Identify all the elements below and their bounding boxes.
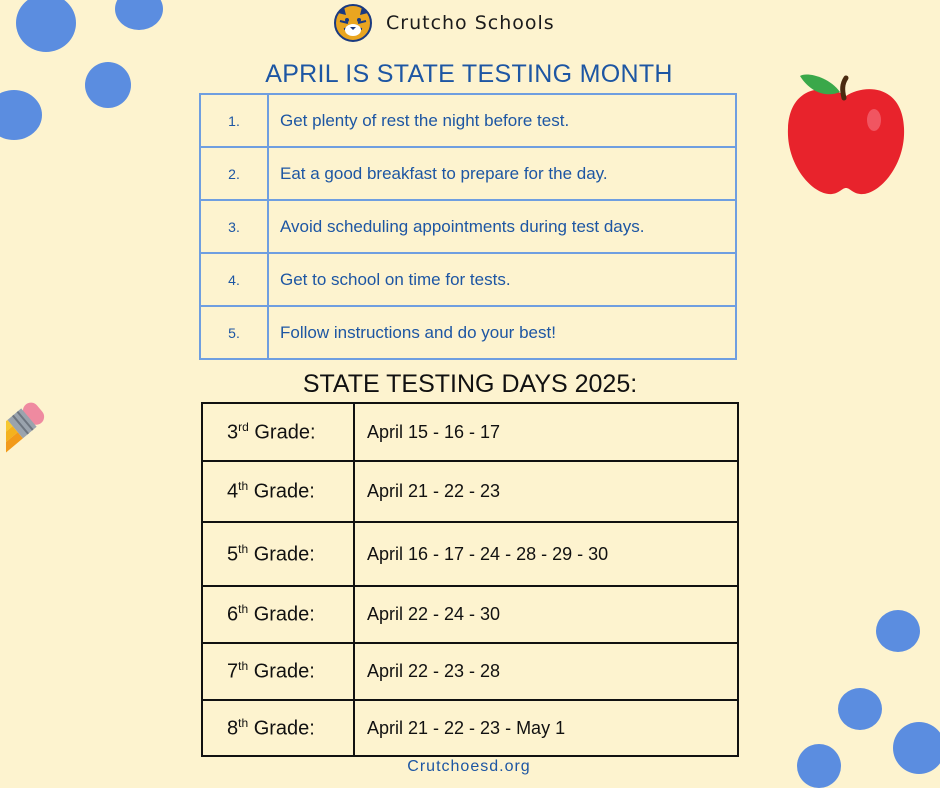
dates-cell: April 22 - 23 - 28 bbox=[354, 643, 738, 700]
grade-cell: 6th Grade: bbox=[202, 586, 354, 643]
pencil-icon bbox=[6, 395, 186, 615]
dates-cell: April 16 - 17 - 24 - 28 - 29 - 30 bbox=[354, 522, 738, 586]
website-link[interactable]: Crutchoesd.org bbox=[407, 758, 531, 775]
tip-text: Get plenty of rest the night before test. bbox=[268, 94, 736, 147]
schedule-title: STATE TESTING DAYS 2025: bbox=[302, 370, 638, 398]
dates-cell: April 21 - 22 - 23 - May 1 bbox=[354, 700, 738, 756]
decor-dot bbox=[16, 0, 76, 52]
schedule-table bbox=[201, 402, 739, 757]
brand-header bbox=[330, 2, 555, 44]
decor-dot bbox=[838, 688, 882, 730]
apple-icon bbox=[780, 70, 912, 200]
tips-title: APRIL IS STATE TESTING MONTH bbox=[265, 60, 673, 88]
decor-dot bbox=[85, 62, 131, 108]
schedule-row bbox=[202, 403, 738, 461]
tip-text: Avoid scheduling appointments during test days. bbox=[268, 200, 736, 253]
schedule-row bbox=[202, 700, 738, 756]
tip-row bbox=[200, 253, 736, 306]
grade-cell: 5th Grade: bbox=[202, 522, 354, 586]
tip-row bbox=[200, 147, 736, 200]
tip-row bbox=[200, 306, 736, 359]
tip-text: Follow instructions and do your best! bbox=[268, 306, 736, 359]
tip-text: Eat a good breakfast to prepare for the day. bbox=[268, 147, 736, 200]
schedule-row bbox=[202, 586, 738, 643]
grade-cell: 4th Grade: bbox=[202, 461, 354, 522]
decor-dot bbox=[893, 722, 940, 774]
tip-text: Get to school on time for tests. bbox=[268, 253, 736, 306]
tip-number: 5. bbox=[200, 306, 268, 359]
tip-number: 2. bbox=[200, 147, 268, 200]
grade-cell: 8th Grade: bbox=[202, 700, 354, 756]
dates-cell: April 15 - 16 - 17 bbox=[354, 403, 738, 461]
grade-cell: 7th Grade: bbox=[202, 643, 354, 700]
tips-table bbox=[199, 93, 737, 360]
tip-number: 4. bbox=[200, 253, 268, 306]
tip-row bbox=[200, 200, 736, 253]
grade-cell: 3rd Grade: bbox=[202, 403, 354, 461]
schedule-row bbox=[202, 461, 738, 522]
decor-dot bbox=[0, 90, 42, 140]
tip-number: 1. bbox=[200, 94, 268, 147]
tip-row bbox=[200, 94, 736, 147]
dates-cell: April 21 - 22 - 23 bbox=[354, 461, 738, 522]
decor-dot bbox=[797, 744, 841, 788]
schedule-row bbox=[202, 643, 738, 700]
tip-number: 3. bbox=[200, 200, 268, 253]
schedule-row bbox=[202, 522, 738, 586]
dates-cell: April 22 - 24 - 30 bbox=[354, 586, 738, 643]
brand-name: Crutcho Schools bbox=[386, 12, 555, 34]
decor-dot bbox=[876, 610, 920, 652]
decor-dot bbox=[115, 0, 163, 30]
tiger-icon bbox=[330, 3, 376, 43]
